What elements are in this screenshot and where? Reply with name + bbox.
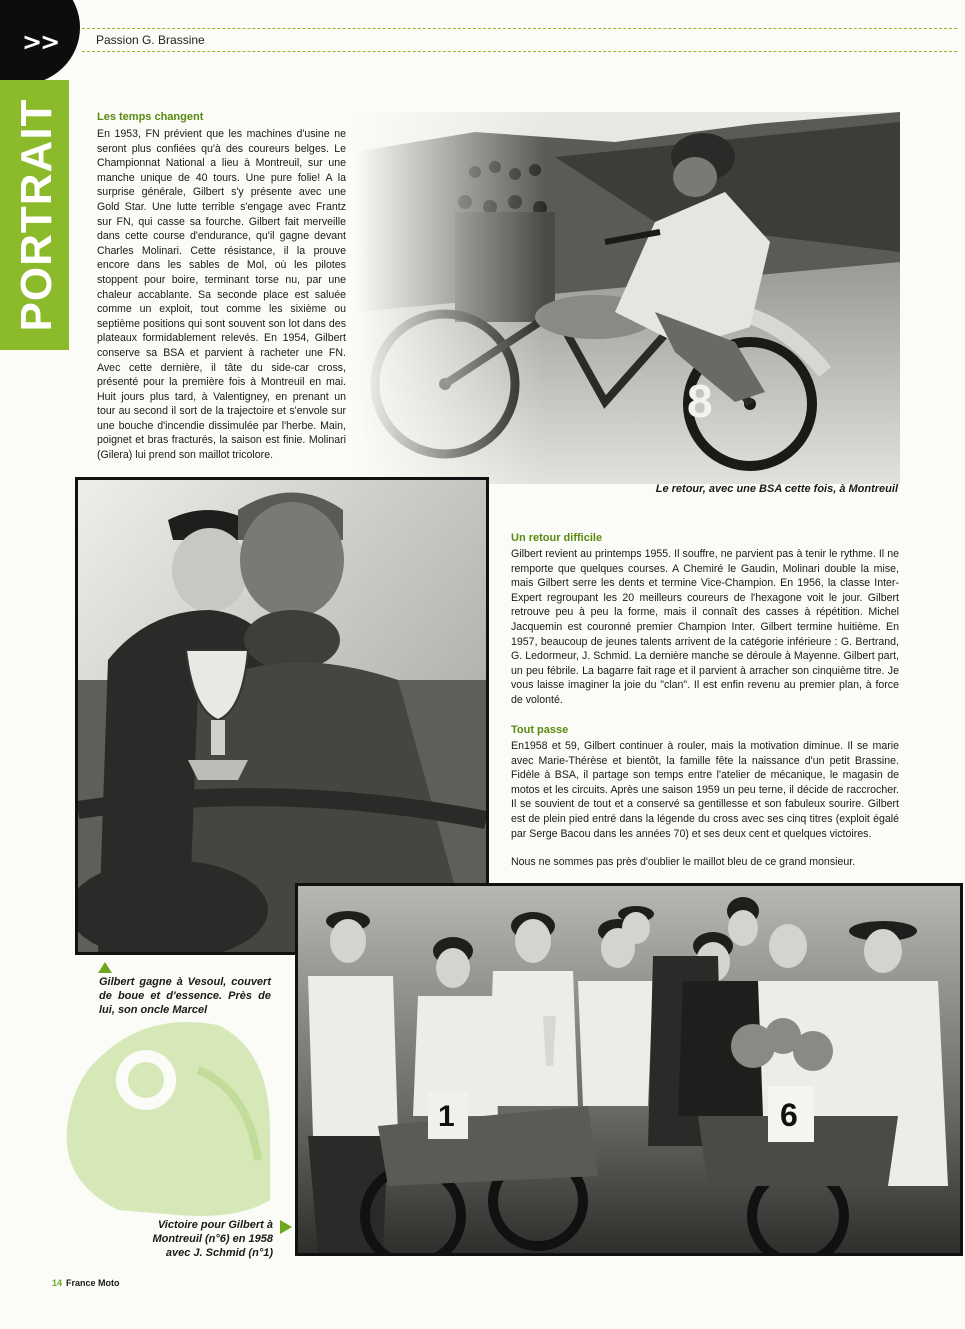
page-number: 14: [52, 1278, 63, 1288]
photo-bike-montreuil: [355, 112, 900, 484]
running-title: Passion G. Brassine: [96, 33, 205, 47]
text-closing: Nous ne sommes pas près d'oublier le maillot bleu de ce grand monsieur.: [511, 856, 856, 868]
helmet-icon: [58, 1010, 270, 1220]
caption-vesoul: Gilbert gagne à Vesoul, couvert de boue et d'essence. Près de lui, son oncle Marcel: [99, 976, 271, 1016]
text-temps-changent: En 1953, FN prévient que les machines d'usine ne seront plus confiées qu'à des coureurs belges. Le Championnat National a lieu à Montreuil, sur une manche unique de 40 tours. Une pure folie! A la surprise générale, Gilbert s'y présente avec une Gold Star. Une lutte terrible s'engage avec Frantz sur FN, qui casse sa fourche. Gilbert fait merveille dans cette course d'endurance, qu'il gagne devant Charles Molinari. Cette résistance, il la prouve encore dans les sables de Mol, où les pilotes stoppent pour boire, terminant torse nu, par une chaleur accablante. Sa seconde place est saluée comme un exploit, tout comme les sixième ou septième positions qui sont souvent son lot dans des plateaux formidablement relevés. En 1954, Gilbert conserve sa BSA et parvient à racheter une FN. Avec cette dernière, il tâte du side-car cross, présenté pour la première fois à Montreuil en mai. Huit jours plus tard, à Valentigney, en prenant un tour au second il sort de la trajectoire et s'envole sur une bouche d'incendie dissimulée par l'herbe. Main, poignet et bras fracturés, la saison est finie. Molinari (Gilera) lui prend son maillot tricolore.: [97, 128, 346, 462]
heading-retour-difficile: Un retour difficile: [511, 532, 603, 544]
text-retour-difficile: Gilbert revient au printemps 1955. Il souffre, ne parvient pas à tenir le rythme. Il ne remporte que quelques courses. A Chemiré le Gaudin, Molinari double la mise, mais Gilbert serre les dents et termine Vice-Champion. En 1956, la classe Inter-Expert regroupant les 20 meilleurs coureurs de l'hexagone voit le jour. Gilbert retrouve peu à peu la forme, mais il connaît des casses à répétition. Michel Jacquemin est couronné premier Champion Inter. Gilbert termine huitième. En 1957, beaucoup de jeunes talents arrivent de la catégorie inférieure : G. Bertrand, G. Ledormeur, J. Schmid. La dernière manche se déroule à Mayenne. Gilbert part, un peu fébrile. La bagarre fait rage et il parvient à arracher son cinquième titre. Je vous laisse imaginer la joie du "clan". Il est enfin revenu au premier plan, à force de volonté.: [511, 548, 899, 706]
heading-temps-changent: Les temps changent: [97, 111, 204, 123]
plate-number-1: 1: [438, 1100, 455, 1133]
section-label: PORTRAIT: [12, 98, 61, 332]
caption-group-1958: Victoire pour Gilbert à Montreuil (n°6) en 1958 avec J. Schmid (n°1): [152, 1219, 273, 1259]
caption-pointer-up-icon: [98, 962, 112, 973]
page-footer: [52, 1278, 120, 1288]
heading-tout-passe: Tout passe: [511, 724, 569, 736]
nav-arrows-icon[interactable]: >>: [22, 28, 59, 56]
plate-number-6: 6: [780, 1097, 798, 1133]
bike-photo-illustration: [355, 112, 900, 484]
caption-bike-montreuil: Le retour, avec une BSA cette fois, à Montreuil: [655, 483, 898, 495]
vesoul-photo-illustration: [78, 480, 486, 952]
group-photo-illustration: [298, 886, 960, 1253]
top-dashed-rule: [82, 28, 957, 29]
magazine-name: France Moto: [66, 1278, 120, 1288]
caption-pointer-right-icon: [280, 1220, 292, 1234]
photo-group-1958: [295, 883, 963, 1256]
top-dashed-rule-lower: [82, 51, 957, 52]
text-tout-passe: En1958 et 59, Gilbert continuer à rouler, mais la motivation diminue. Il se marie avec Marie-Thérèse et bientôt, la famille fête la naissance d'un petit Brassine. Fidèle à BSA, il partage son temps entre l'atelier de mécanique, le magasin de motos et les circuits. Après une saison 1959 un peu terne, il décide de raccrocher. Il se souvient de tout et a conservé sa gentillesse et son fabuleux sourire. Gilbert est de plein pied entré dans la légende du cross avec ses cinq titres (exploit égalé par Serge Bacou dans les années 70) et ses deux cent et quelques victoires.: [511, 740, 899, 840]
